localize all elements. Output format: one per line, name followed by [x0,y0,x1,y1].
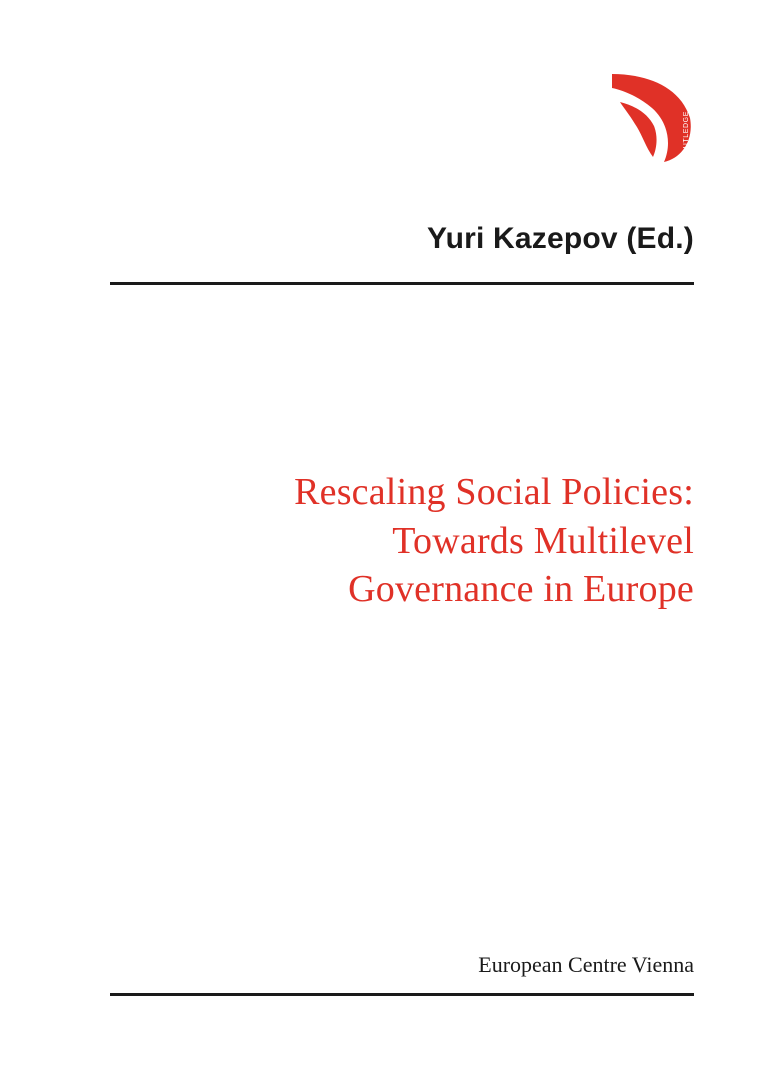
editor-name: Yuri Kazepov (Ed.) [427,222,694,255]
book-title [110,468,694,614]
divider-top [110,282,694,285]
title-line-1: Rescaling Social Policies: [294,471,694,513]
svg-text:ROUTLEDGE: ROUTLEDGE [683,111,690,160]
series-publisher: European Centre Vienna [478,952,694,977]
divider-bottom [110,993,694,996]
routledge-logo-icon [602,72,694,164]
publisher-logo [602,72,694,164]
title-line-2: Towards Multilevel [392,519,694,562]
title-line-3: Governance in Europe [348,568,694,611]
